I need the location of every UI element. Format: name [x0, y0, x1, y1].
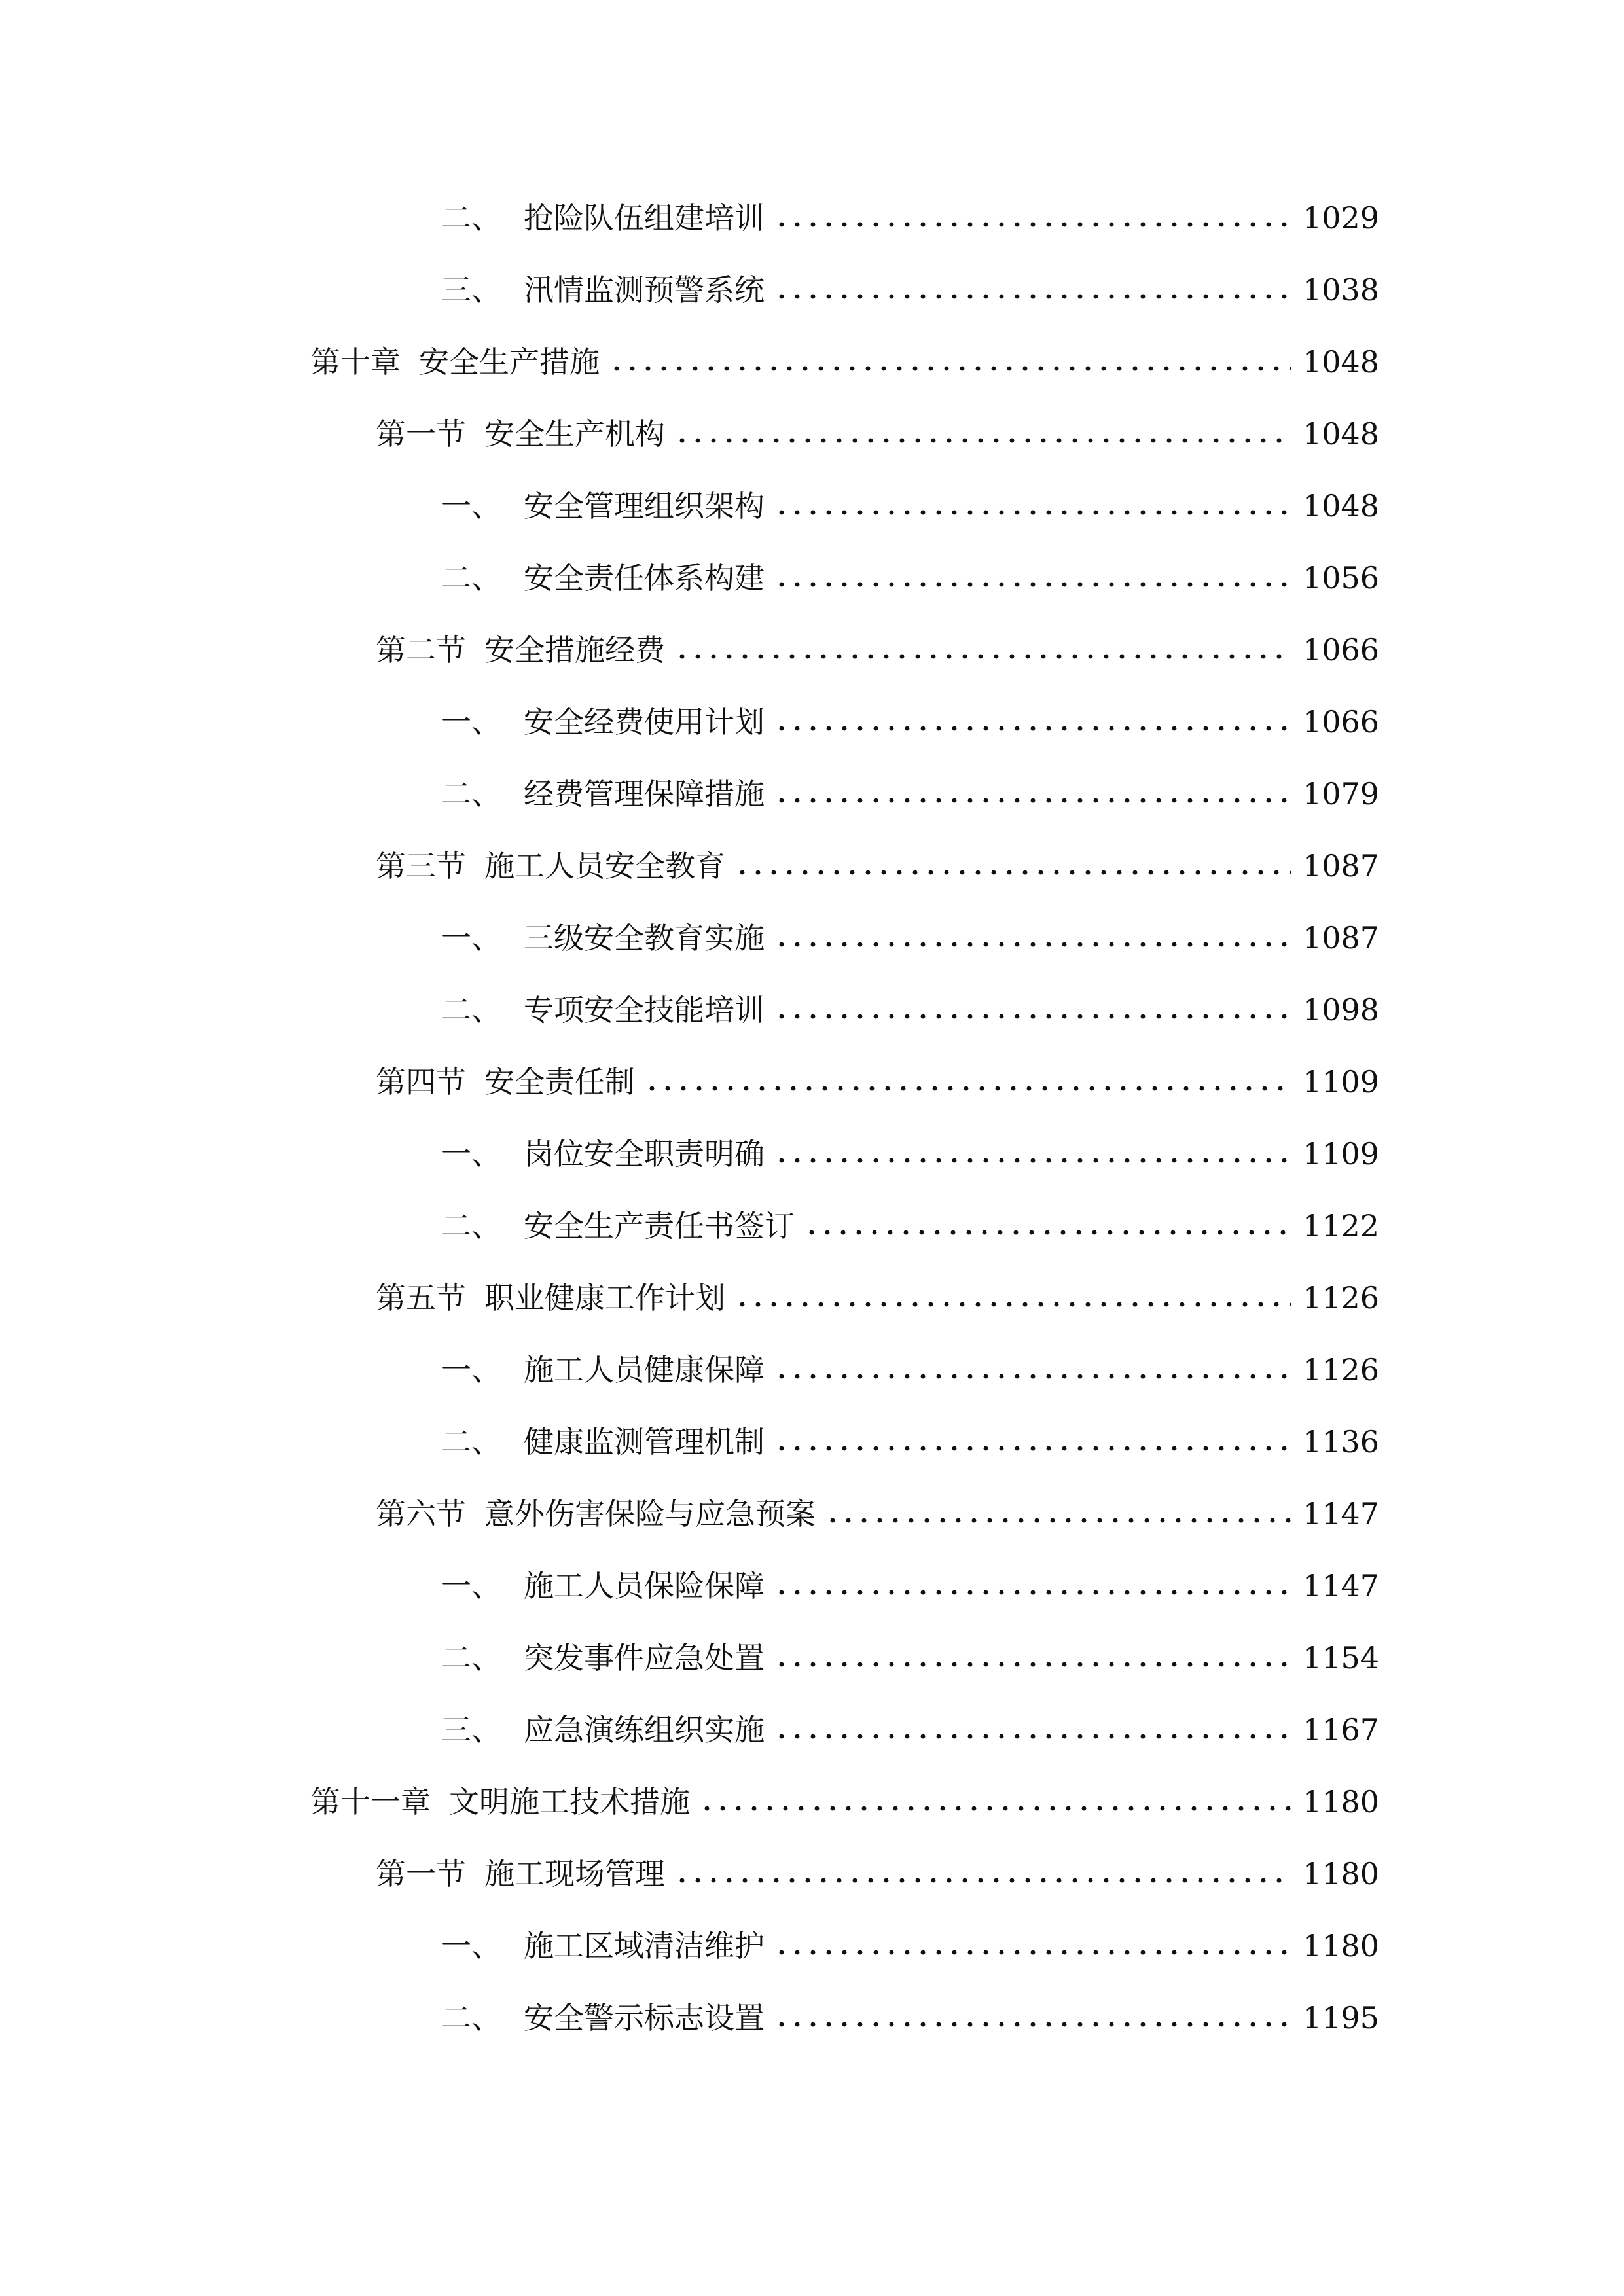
- dot-leader: [644, 1059, 1291, 1105]
- toc-entry-page: 1087: [1302, 920, 1379, 956]
- toc-entry-number: 第十一章: [310, 1784, 431, 1820]
- toc-entry[interactable]: [376, 1491, 1379, 1537]
- toc-entry[interactable]: [441, 699, 1379, 745]
- toc-entry[interactable]: [376, 1851, 1379, 1897]
- toc-entry[interactable]: [441, 483, 1379, 529]
- toc-entry-number: 二、: [441, 992, 501, 1028]
- dot-leader: [804, 1203, 1291, 1249]
- toc-entry-title: 汛情监测预警系统: [524, 272, 765, 308]
- toc-entry[interactable]: [441, 915, 1379, 961]
- toc-entry-number: 一、: [441, 704, 501, 740]
- toc-entry-page: 1126: [1302, 1352, 1379, 1388]
- dot-leader: [699, 1779, 1291, 1825]
- dot-leader: [825, 1491, 1291, 1537]
- toc-entry-title: 施工区域清洁维护: [524, 1928, 765, 1964]
- dot-leader: [774, 1707, 1291, 1753]
- toc-entry[interactable]: [376, 1059, 1379, 1105]
- toc-entry-number: 一、: [441, 488, 501, 524]
- toc-entry[interactable]: [376, 411, 1379, 457]
- dot-leader: [774, 771, 1291, 817]
- dot-leader: [774, 987, 1291, 1033]
- toc-entry-page: 1147: [1302, 1568, 1379, 1604]
- toc-entry-title: 岗位安全职责明确: [524, 1136, 765, 1172]
- toc-entry-title: 安全责任体系构建: [524, 560, 765, 596]
- toc-entry[interactable]: [441, 1131, 1379, 1177]
- toc-entry-page: 1066: [1302, 704, 1379, 740]
- dot-leader: [734, 843, 1291, 889]
- toc-entry-title: 经费管理保障措施: [524, 776, 765, 812]
- toc-entry-page: 1180: [1302, 1784, 1379, 1820]
- toc-entry-page: 1056: [1302, 560, 1379, 596]
- toc-entry-title: 安全管理组织架构: [524, 488, 765, 524]
- toc-entry-title: 文明施工技术措施: [449, 1784, 690, 1820]
- dot-leader: [609, 339, 1291, 385]
- dot-leader: [774, 1347, 1291, 1393]
- toc-entry-page: 1109: [1302, 1136, 1379, 1172]
- toc-entry-page: 1048: [1302, 416, 1379, 452]
- dot-leader: [674, 1851, 1291, 1897]
- toc-entry-number: 第一节: [376, 1856, 466, 1892]
- dot-leader: [734, 1275, 1291, 1321]
- dot-leader: [774, 267, 1291, 313]
- toc-entry-title: 安全生产责任书签订: [524, 1208, 795, 1244]
- dot-leader: [774, 699, 1291, 745]
- toc-entry[interactable]: [441, 771, 1379, 817]
- toc-entry-title: 安全措施经费: [484, 632, 665, 668]
- toc-entry-number: 一、: [441, 1352, 501, 1388]
- toc-entry-page: 1087: [1302, 848, 1379, 884]
- toc-entry-page: 1122: [1302, 1208, 1379, 1244]
- toc-entry[interactable]: [441, 1707, 1379, 1753]
- toc-entry-title: 安全经费使用计划: [524, 704, 765, 740]
- toc-entry-number: 二、: [441, 2000, 501, 2036]
- toc-entry-number: 二、: [441, 560, 501, 596]
- toc-entry-page: 1167: [1302, 1712, 1379, 1748]
- dot-leader: [674, 411, 1291, 457]
- toc-entry[interactable]: [441, 267, 1379, 313]
- toc-entry-title: 施工现场管理: [484, 1856, 665, 1892]
- toc-entry[interactable]: [441, 987, 1379, 1033]
- toc-entry-page: 1038: [1302, 272, 1379, 308]
- toc-entry-page: 1079: [1302, 776, 1379, 812]
- toc-entry-page: 1180: [1302, 1856, 1379, 1892]
- toc-entry-title: 职业健康工作计划: [484, 1280, 725, 1316]
- toc-entry-title: 施工人员保险保障: [524, 1568, 765, 1604]
- toc-entry-page: 1136: [1302, 1424, 1379, 1460]
- toc-entry[interactable]: [376, 1275, 1379, 1321]
- dot-leader: [774, 1563, 1291, 1609]
- toc-entry-number: 第二节: [376, 632, 466, 668]
- toc-entry-page: 1195: [1302, 2000, 1379, 2036]
- dot-leader: [774, 915, 1291, 961]
- toc-entry-page: 1098: [1302, 992, 1379, 1028]
- toc-entry-page: 1180: [1302, 1928, 1379, 1964]
- toc-entry-number: 第六节: [376, 1496, 466, 1532]
- toc-entry-page: 1029: [1302, 200, 1379, 236]
- dot-leader: [774, 195, 1291, 241]
- toc-entry-number: 一、: [441, 1928, 501, 1964]
- toc-entry-number: 第三节: [376, 848, 466, 884]
- toc-entry-number: 第四节: [376, 1064, 466, 1100]
- toc-entry[interactable]: [441, 1347, 1379, 1393]
- toc-entry-title: 施工人员安全教育: [484, 848, 725, 884]
- toc-entry-number: 第十章: [310, 344, 401, 380]
- dot-leader: [774, 1131, 1291, 1177]
- toc-entry-number: 三、: [441, 1712, 501, 1748]
- toc-entry-page: 1126: [1302, 1280, 1379, 1316]
- toc-entry-number: 三、: [441, 272, 501, 308]
- toc-entry-title: 安全警示标志设置: [524, 2000, 765, 2036]
- toc-entry[interactable]: [441, 1923, 1379, 1969]
- toc-entry[interactable]: [441, 1563, 1379, 1609]
- toc-entry-page: 1154: [1302, 1640, 1379, 1676]
- toc-entry[interactable]: [310, 1779, 1379, 1825]
- toc-entry-number: 二、: [441, 1208, 501, 1244]
- toc-entry[interactable]: [441, 1419, 1379, 1465]
- toc-entry-page: 1048: [1302, 344, 1379, 380]
- toc-entry[interactable]: [310, 339, 1379, 385]
- toc-entry-title: 抢险队伍组建培训: [524, 200, 765, 236]
- toc-entry-page: 1109: [1302, 1064, 1379, 1100]
- toc-entry-title: 安全生产机构: [484, 416, 665, 452]
- toc-entry-title: 专项安全技能培训: [524, 992, 765, 1028]
- toc-entry-number: 二、: [441, 776, 501, 812]
- toc-entry-number: 二、: [441, 1640, 501, 1676]
- dot-leader: [774, 483, 1291, 529]
- toc-entry-title: 健康监测管理机制: [524, 1424, 765, 1460]
- toc-entry-title: 应急演练组织实施: [524, 1712, 765, 1748]
- toc-entry[interactable]: [441, 1995, 1379, 2041]
- toc-entry-title: 三级安全教育实施: [524, 920, 765, 956]
- toc-entry[interactable]: [376, 627, 1379, 673]
- toc-entry[interactable]: [441, 1635, 1379, 1681]
- toc-entry-page: 1147: [1302, 1496, 1379, 1532]
- toc-entry-title: 安全责任制: [484, 1064, 635, 1100]
- dot-leader: [774, 1995, 1291, 2041]
- toc-entry-page: 1066: [1302, 632, 1379, 668]
- toc-entry-title: 意外伤害保险与应急预案: [484, 1496, 816, 1532]
- toc-entry[interactable]: [441, 195, 1379, 241]
- toc-entry[interactable]: [376, 843, 1379, 889]
- toc-entry-number: 一、: [441, 1136, 501, 1172]
- toc-entry-number: 第一节: [376, 416, 466, 452]
- toc-entry-title: 突发事件应急处置: [524, 1640, 765, 1676]
- toc-entry-title: 施工人员健康保障: [524, 1352, 765, 1388]
- toc-entry-number: 一、: [441, 920, 501, 956]
- toc-entry[interactable]: [441, 555, 1379, 601]
- dot-leader: [774, 1419, 1291, 1465]
- toc-entry-number: 二、: [441, 200, 501, 236]
- toc-entry-number: 二、: [441, 1424, 501, 1460]
- toc-entry[interactable]: [441, 1203, 1379, 1249]
- toc-entry-page: 1048: [1302, 488, 1379, 524]
- toc-entry-number: 第五节: [376, 1280, 466, 1316]
- dot-leader: [774, 555, 1291, 601]
- dot-leader: [774, 1635, 1291, 1681]
- toc-entry-title: 安全生产措施: [419, 344, 600, 380]
- dot-leader: [774, 1923, 1291, 1969]
- toc-entry-number: 一、: [441, 1568, 501, 1604]
- dot-leader: [674, 627, 1291, 673]
